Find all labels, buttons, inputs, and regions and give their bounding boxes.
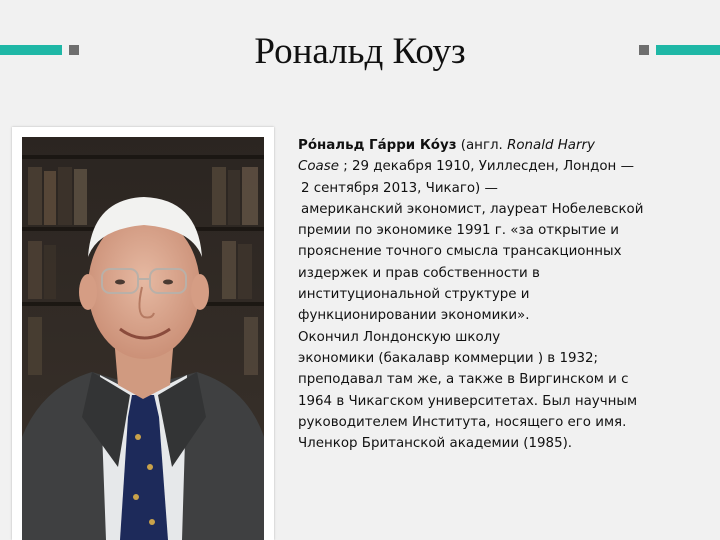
portrait-photo — [22, 137, 264, 540]
bio-line-14: руководителем Института, носящего его имя. — [298, 414, 627, 430]
bio-line-15: Членкор Британской академии (1985). — [298, 436, 573, 452]
bio-dates: ; 29 декабря 1910, Уиллесден, Лондон — — [338, 159, 634, 175]
portrait-illustration — [22, 137, 264, 540]
bio-line-8: институциональной структуре и — [298, 287, 530, 303]
bio-line-2 — [298, 156, 698, 177]
bio-line-1 — [298, 135, 698, 156]
bio-lang-prefix: (англ. — [456, 138, 508, 153]
bio-latin-name: Ronald Harry — [507, 138, 595, 153]
bio-line-7: издержек и прав собственности в — [298, 265, 540, 281]
bio-line-5: премии по экономике 1991 г. «за открытие и — [298, 223, 619, 239]
bio-line-6: прояснение точного смысла трансакционных — [298, 244, 622, 260]
portrait-frame — [12, 127, 274, 540]
bio-line-12: преподавал там же, а также в Виргинском и с — [298, 372, 629, 388]
biography-text — [298, 135, 698, 454]
bio-name: Ро́нальд Га́рри Ко́уз — [298, 138, 457, 153]
bio-line-4: американский экономист, лауреат Нобелевской — [301, 201, 644, 217]
bio-latin-name-2: Coase — [298, 159, 339, 175]
bio-line-11: экономики (бакалавр коммерции ) в 1932; — [298, 350, 599, 366]
bio-line-9: функционировании экономики». — [298, 308, 530, 324]
slide-title: Рональд Коуз — [254, 31, 466, 72]
bio-line-10: Окончил Лондонскую школу — [298, 329, 501, 345]
bio-line-3: 2 сентября 2013, Чикаго) — — [301, 180, 498, 196]
bio-line-13: 1964 в Чикагском университетах. Был научным — [298, 393, 638, 409]
